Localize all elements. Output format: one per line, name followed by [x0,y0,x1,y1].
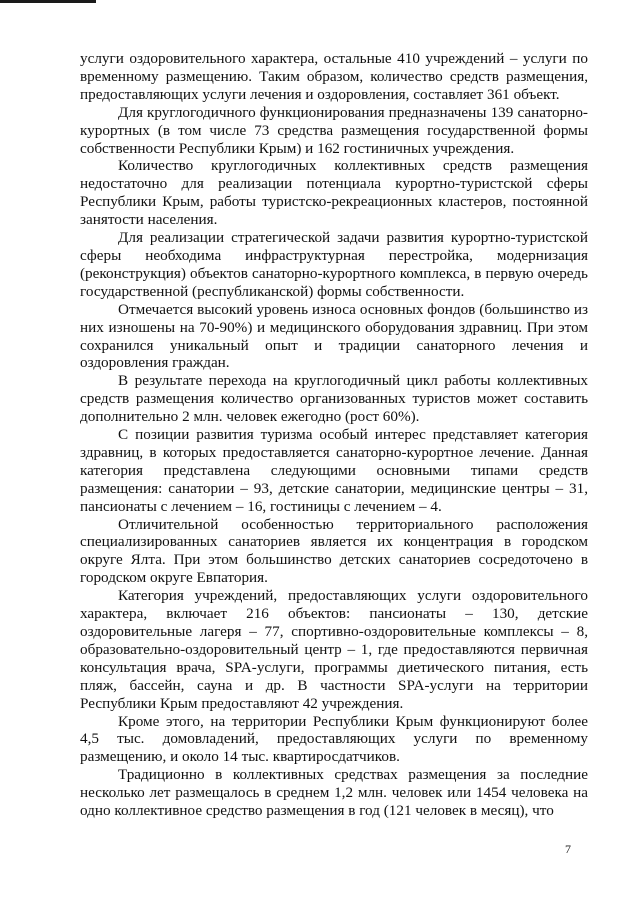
scan-edge-mark [0,0,96,3]
paragraph-5: Отмечается высокий уровень износа основных фондов (большинство из них изношены на 70-90%) и медицинского оборудования здравниц. При этом сохранился уникальный опыт и традиции санаторного лечения и оздоровления граждан. [80,300,588,372]
paragraph-9: Категория учреждений, предоставляющих услуги оздоровительного характера, включает 216 объектов: пансионаты – 130, детские оздоровительные лагеря – 77, спортивно-оздоровительные комплексы – 8, образовательно-оздоровительный центр – 1, где предоставляются первичная консультация врача, SPA-услуги, программы диетического питания, есть пляж, бассейн, сауна и др. В частности SPA-услуги на территории Республики Крым предоставляют 42 учреждения. [80,587,588,712]
paragraph-1: услуги оздоровительного характера, остальные 410 учреждений – услуги по временному размещению. Таким образом, количество средств размещения, предоставляющих услуги лечения и оздоровления, составляет 361 объект. [80,50,588,103]
paragraph-11: Традиционно в коллективных средствах размещения за последние несколько лет размещалось в среднем 1,2 млн. человек или 1454 человека на одно коллективное средство размещения в год (121 человек в месяц), что [80,766,588,820]
paragraph-8: Отличительной особенностью территориального расположения специализированных санаториев является их концентрация в городском округе Ялта. При этом большинство детских санаториев сосредоточено в городском округе Евпатория. [80,515,588,587]
page-number: 7 [565,842,571,856]
paragraph-4: Для реализации стратегической задачи развития курортно-туристской сферы необходима инфраструктурная перестройка, модернизация (реконструкция) объектов санаторно-курортного комплекса, в первую очередь государственной (республиканской) формы собственности. [80,229,588,300]
paragraph-6: В результате перехода на круглогодичный цикл работы коллективных средств размещения количество организованных туристов может составить дополнительно 2 млн. человек ежегодно (рост 60%). [80,372,588,426]
document-body [80,50,588,820]
paragraph-7: С позиции развития туризма особый интерес представляет категория здравниц, в которых предоставляется санаторно-курортное лечение. Данная категория представлена следующими основными типами средств размещения: санатории – 93, детские санатории, медицинские центры – 31, пансионаты с лечением – 16, гостиницы с лечением – 4. [80,426,588,515]
paragraph-2: Для круглогодичного функционирования предназначены 139 санаторно-курортных (в том числе 73 средства размещения государственной формы собственности Республики Крым) и 162 гостиничных учреждения. [80,103,588,157]
paragraph-10: Кроме этого, на территории Республики Крым функционируют более 4,5 тыс. домовладений, предоставляющих услуги по временному размещению, и около 14 тыс. квартиросдатчиков. [80,712,588,766]
paragraph-3: Количество круглогодичных коллективных средств размещения недостаточно для реализации потенциала курортно-туристской сферы Республики Крым, работы туристско-рекреационных кластеров, постоянной занятости населения. [80,157,588,229]
